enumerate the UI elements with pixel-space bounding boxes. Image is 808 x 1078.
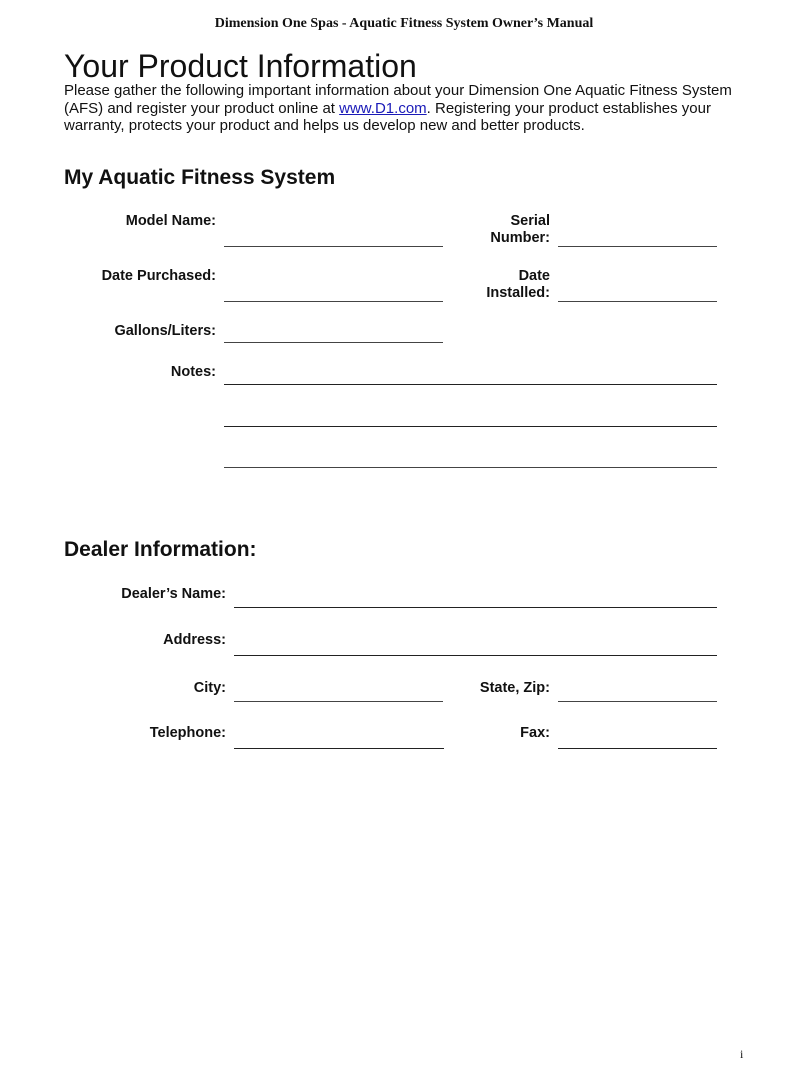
serial-number-field[interactable] bbox=[558, 246, 717, 247]
date-installed-label bbox=[486, 268, 550, 302]
fax-field[interactable] bbox=[558, 748, 717, 749]
serial-number-label-line2: Number: bbox=[490, 230, 550, 246]
gallons-liters-field[interactable] bbox=[224, 342, 443, 343]
address-label: Address: bbox=[163, 632, 226, 648]
dealer-name-label: Dealer’s Name: bbox=[121, 586, 226, 602]
telephone-field[interactable] bbox=[234, 748, 444, 749]
dealer-section-heading: Dealer Information: bbox=[64, 538, 257, 561]
date-installed-field[interactable] bbox=[558, 301, 717, 302]
model-name-label: Model Name: bbox=[125, 213, 216, 229]
gallons-liters-label: Gallons/Liters: bbox=[114, 323, 216, 339]
date-installed-label-line1: Date bbox=[518, 268, 550, 284]
telephone-label: Telephone: bbox=[149, 725, 226, 741]
page-title: Your Product Information bbox=[64, 48, 417, 84]
city-field[interactable] bbox=[234, 701, 443, 702]
serial-number-label bbox=[490, 213, 550, 247]
fax-label: Fax: bbox=[520, 725, 550, 741]
state-zip-label: State, Zip: bbox=[479, 680, 550, 696]
running-header: Dimension One Spas - Aquatic Fitness System Owner’s Manual bbox=[214, 16, 594, 31]
notes-field-line-1[interactable] bbox=[224, 384, 717, 385]
intro-text-end: . Registering your product establishes your warranty, protects your product and helps us develop new and better products. bbox=[64, 99, 711, 134]
intro-text-start: Please gather the following important information about your Dimension One Aquatic Fitness System (AFS) and register your product online at bbox=[64, 82, 732, 117]
city-label: City: bbox=[193, 680, 226, 696]
system-section-heading: My Aquatic Fitness System bbox=[64, 166, 336, 189]
notes-field-line-2[interactable] bbox=[224, 426, 717, 427]
intro-paragraph bbox=[64, 82, 734, 135]
notes-label: Notes: bbox=[170, 364, 216, 380]
date-installed-label-line2: Installed: bbox=[486, 285, 550, 301]
dealer-name-field[interactable] bbox=[234, 607, 717, 608]
serial-number-label-line1: Serial bbox=[510, 213, 550, 229]
d1-website-link[interactable]: www.D1.com bbox=[339, 99, 427, 117]
address-field[interactable] bbox=[234, 655, 717, 656]
date-purchased-label: Date Purchased: bbox=[101, 268, 216, 284]
date-purchased-field[interactable] bbox=[224, 301, 443, 302]
state-zip-field[interactable] bbox=[558, 701, 717, 702]
page-number: i bbox=[740, 1047, 744, 1061]
model-name-field[interactable] bbox=[224, 246, 443, 247]
notes-field-line-3[interactable] bbox=[224, 467, 717, 468]
